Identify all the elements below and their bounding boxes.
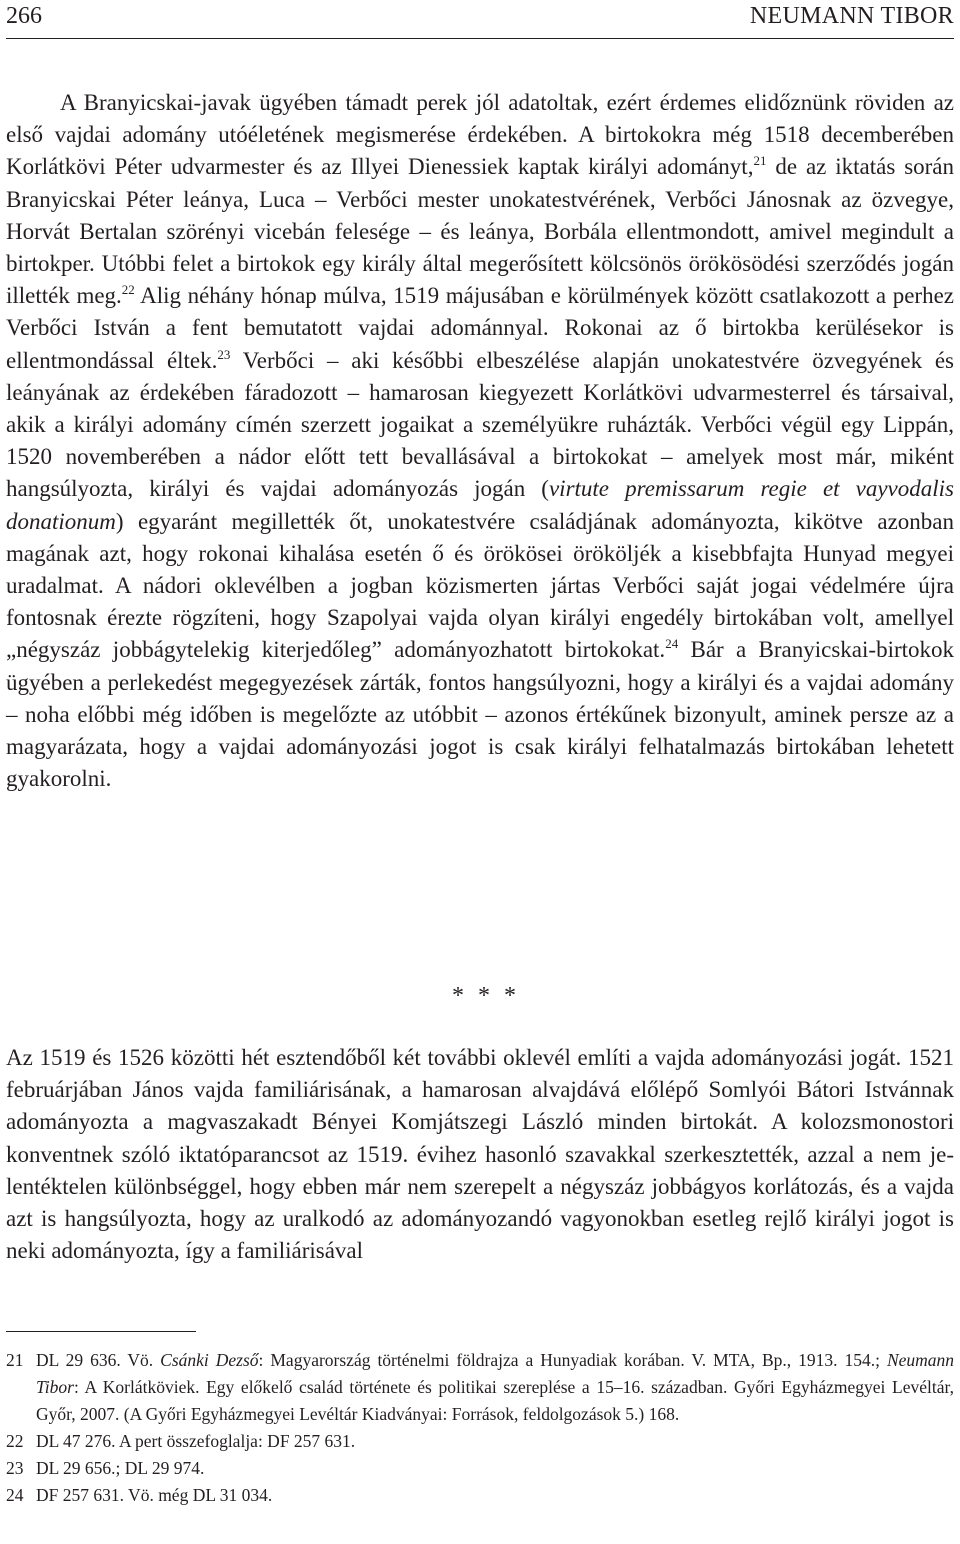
footnotes [6, 1347, 954, 1509]
footnote-author: Neumann Tibor [36, 1350, 955, 1397]
footnote-23 [6, 1455, 954, 1482]
footnote-ref-22: 22 [121, 282, 135, 298]
text-run: ) egyaránt megillették őt, unokatestvére családjának adományozta, kikötve azonban magának azt, hogy rokonai kihalása esetén ő és örökösei örököljék a kisebbfajta Hunyad megyei uradalmat. A nádori oklevélben a jogban közismerten jártas Verbőci saját jogai védelmére újra fontosnak érezte rögzíteni, hogy Szapolyai vajda olyan királyi engedély birtokában volt, amellyel „négyszáz jobbágytelekig kiterjedőleg” adományozhatott birtokokat. [6, 508, 954, 663]
footnote-text: DL 29 656.; DL 29 974. [36, 1458, 205, 1478]
page-header [0, 0, 960, 40]
footnote-ref-21: 21 [753, 153, 767, 169]
footnote-ref-24: 24 [665, 636, 679, 652]
text-run: Verbőci – aki későbbi elbeszélése alapján unokatestvére özvegyének és leányának az érdekében fáradozott – hamarosan kiegyezett Korlátkövi udvarmesterrel és társaival, akik a királyi adomány címén szerzett jogaikat a személyükre ruházták. Verbőci végül egy Lippán, 1520 novemberében a nádor előtt tett bevallásával a birtokokat – amelyek most már, miként hangsúlyozta, királyi és vajdai adományozás jogán ( [6, 347, 954, 502]
text-run: A Branyicskai-javak ügyében támadt perek jól adatoltak, ezért érdemes elidőznünk röviden az első vajdai adomány utóéletének megismerése érdekében. A birtokokra még 1518 decemberében Korlátkövi Péter udvarmester és az Illyei Dienessiek kaptak királyi adományt, [6, 90, 954, 180]
paragraph-1 [6, 87, 954, 795]
footnote-text: DL 47 276. A pert összefoglalja: DF 257 631. [36, 1431, 356, 1451]
text-run: Bár a Branyicskai-birtokok ügyében a perlekedést megegyezések zárták, fontos hangsúlyozni, hogy a királyi és a vajdai adomány – noha előbbi még időben is megelőzte az utóbbit – azonos értékűnek bizonyult, aminek persze az a magyarázata, hogy a vajdai adományozási jogot is csak királyi felhatalmazás birtokában lehetett gyakorolni. [6, 637, 955, 792]
footnote-ref-23: 23 [217, 346, 231, 362]
footnote-number: 21 [6, 1350, 24, 1370]
footnote-22 [6, 1428, 954, 1455]
footnote-number: 23 [6, 1458, 24, 1478]
footnote-number: 22 [6, 1431, 24, 1451]
footnote-rule [6, 1331, 196, 1332]
paragraph-2-text: Az 1519 és 1526 közötti hét esztendőből két további oklevél említi a vajda adományozási jogát. 1521 februárjában János vajda familiárisának, a hamarosan alvajdává előlépő Somlyói Bátori Istvánnak adományozta a magvaszakadt Bényei Komjátszegi László minden birtokát. A kolozsmonostori konventnek szóló iktatóparancsot az 1519. évihez hasonló szavakkal szerkesztették, azzal a nem jelentéktelen különbséggel, hogy ebben már nem szerepelt a négyszáz jobbágyos korlátozás, és a vajda azt is hangsúlyozta, hogy az uralkodó az adományozandó vagyonokban esetleg rejlő királyi jogot is neki adományozta, így a familiárisával [6, 1045, 954, 1264]
text-run: Alig néhány hónap múlva, 1519 májusában e körülmények között csatlakozott a perhez Verbőci István a fent bemutatott vajdai adománnyal. Rokonai az ő birtokba kerülésekor is ellentmondással éltek. [6, 283, 954, 373]
footnote-24 [6, 1482, 954, 1509]
header-rule [6, 38, 954, 39]
footnote-number: 24 [6, 1485, 24, 1505]
footnote-author: Csánki Dezső [160, 1350, 259, 1370]
section-separator: * * * [452, 983, 520, 1009]
paragraph-1-text [6, 87, 954, 795]
footnote-21 [6, 1347, 954, 1428]
text-run: de az iktatás során Branyicskai Péter leánya, Luca – Verbőci mester unokatestvérének, Verbőci Jánosnak az özvegye, Horvát Bertalan szörényi vicebán felesége – és leánya, Borbála ellentmondott, amivel megindult a birtokper. Utóbbi felet a birtokok egy király által megerősített kölcsönös örökösödési szerződés jogán illették meg. [6, 154, 955, 309]
footnote-text: DL 29 636. Vö. [36, 1350, 161, 1370]
paragraph-2 [6, 1042, 954, 1267]
footnote-text: DF 257 631. Vö. még DL 31 034. [36, 1485, 273, 1505]
running-head: NEUMANN TIBOR [749, 3, 954, 29]
latin-quote: virtute premissarum regie et vayvodalis donationum [6, 476, 954, 534]
footnote-text: : A Korlátköviek. Egy előkelő család története és politikai szereplése a 15–16. században. Győri Egyházmegyei Levéltár, Győr, 2007. (A Győri Egyházmegyei Levéltár Kiadványai: Források, feldolgozások 5.) 168. [36, 1377, 954, 1424]
footnote-text: : Magyarország történelmi földrajza a Hunyadiak korában. V. MTA, Bp., 1913. 154.; [258, 1350, 887, 1370]
page-number: 266 [6, 3, 42, 29]
